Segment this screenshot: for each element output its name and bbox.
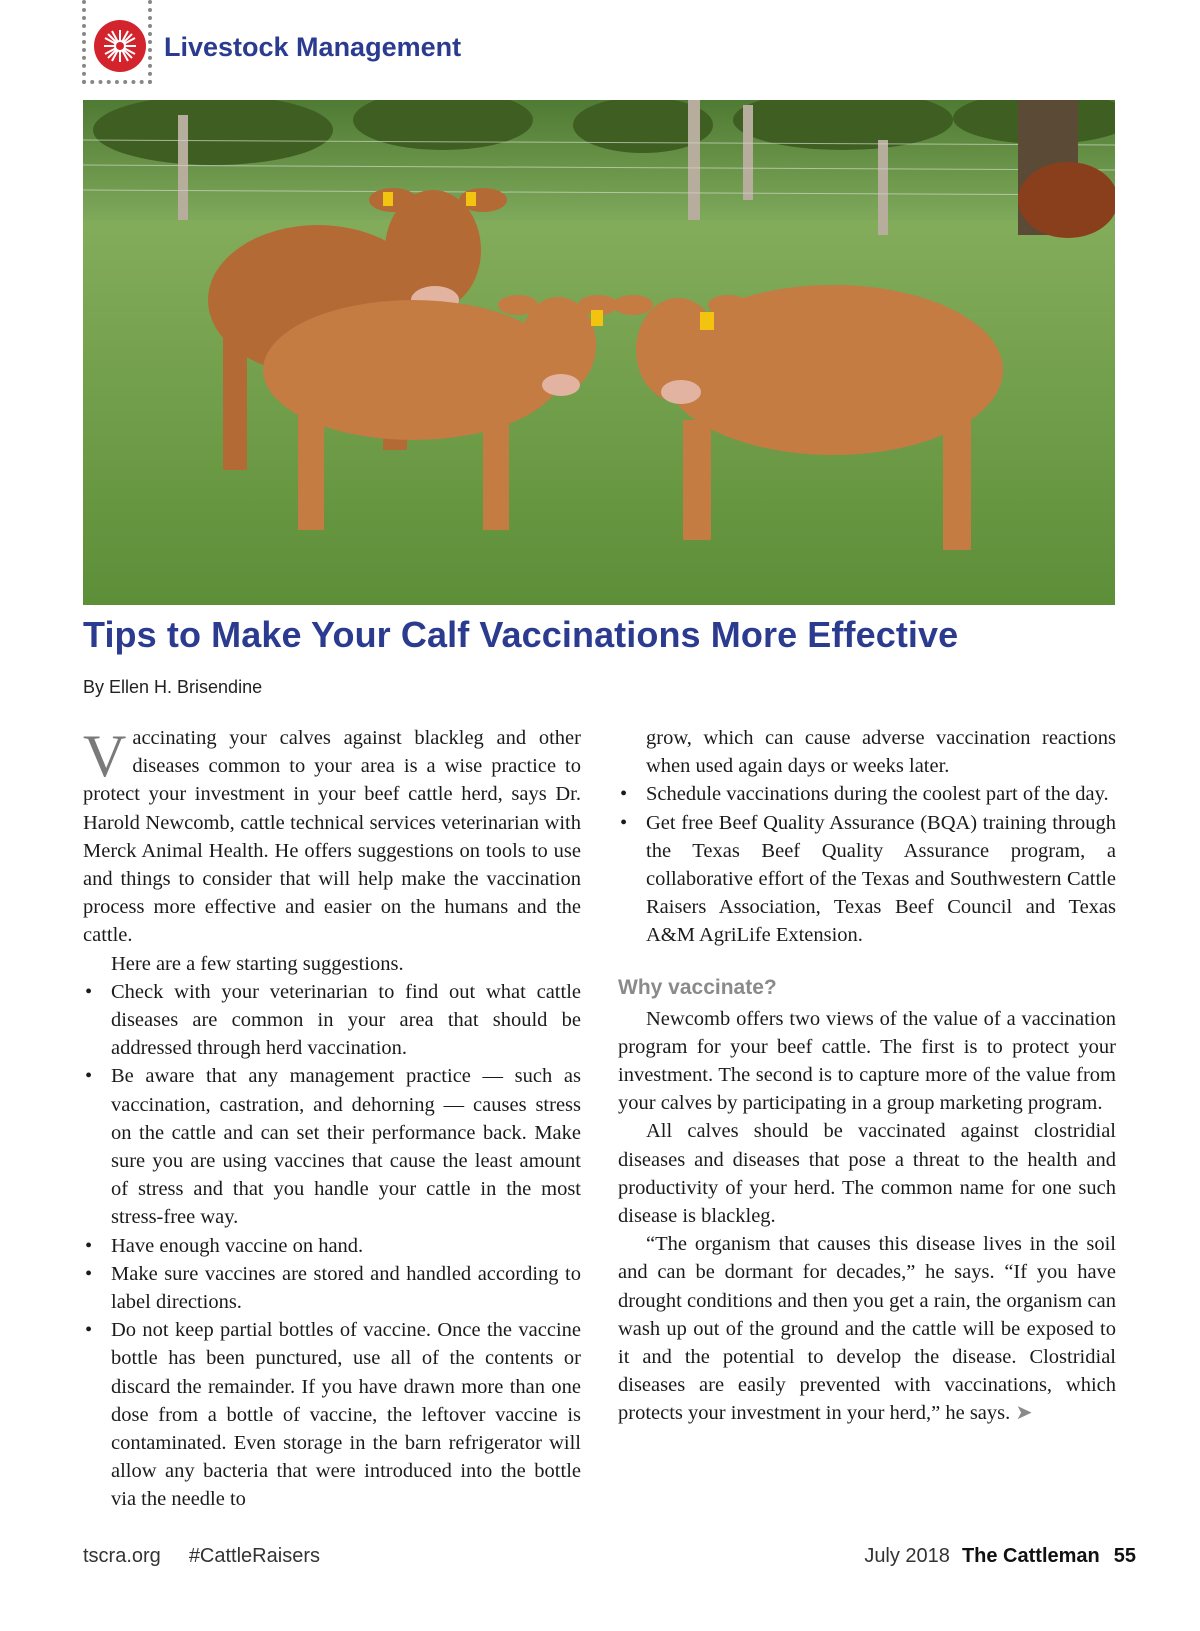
drop-cap: V xyxy=(83,723,127,789)
list-item xyxy=(83,1232,581,1260)
section-title: Livestock Management xyxy=(164,32,462,62)
section-header xyxy=(82,0,482,86)
bullet-icon: • xyxy=(85,1262,93,1285)
bullet-icon: • xyxy=(85,980,93,1003)
suggestion-list-continued xyxy=(618,780,1116,949)
bullet-continuation: grow, which can cause adverse vaccination reactions when used again days or weeks later. xyxy=(646,727,1116,778)
subheading: Why vaccinate? xyxy=(618,975,777,999)
bullet-icon: • xyxy=(85,1234,93,1257)
hashtag: #CattleRaisers xyxy=(188,1545,320,1567)
bullet-icon: • xyxy=(620,783,628,806)
intro-paragraph xyxy=(83,724,581,950)
right-column xyxy=(618,724,1116,1428)
body-paragraph: Newcomb offers two views of the value of a vaccination program for your beef cattle. The first is to protect your investment. The second is to capture more of the value from your calves by participating in a group marketing program. xyxy=(618,1007,1116,1115)
suggestion-list xyxy=(83,978,581,1514)
body-paragraph: All calves should be vaccinated against clostridial diseases and diseases that pose a threat to the health and productivity of your herd. The common name for one such disease is blackleg. xyxy=(618,1120,1116,1228)
logo-frame xyxy=(82,0,152,84)
magazine-name: The Cattleman xyxy=(961,1545,1100,1567)
byline: By Ellen H. Brisendine xyxy=(83,677,263,697)
list-item xyxy=(83,1062,581,1231)
list-item-text: Schedule vaccinations during the coolest part of the day. xyxy=(646,783,1109,806)
body-paragraph xyxy=(618,1230,1116,1427)
article-headline: Tips to Make Your Calf Vaccinations More Effective xyxy=(83,614,959,655)
issue-date: July 2018 xyxy=(864,1545,950,1567)
website-link[interactable]: tscra.org xyxy=(83,1545,161,1567)
list-item-text: Be aware that any management practice — such as vaccination, castration, and dehorning — causes stress on the cattle and can set their performance back. Make sure you are using vaccines that cause the least amount of stress and that you handle your cattle in the most stress-free way. xyxy=(111,1065,581,1229)
windmill-icon xyxy=(94,20,146,72)
bullet-icon: • xyxy=(85,1065,93,1088)
list-item xyxy=(83,1260,581,1316)
cattle-photo xyxy=(83,100,1115,605)
list-item xyxy=(83,1316,581,1513)
list-item xyxy=(618,780,1116,808)
list-item-text: Do not keep partial bottles of vaccine. Once the vaccine bottle has been punctured, use all of the contents or discard the remainder. If you have drawn more than one dose from a bottle of vaccine, the leftover vaccine is contaminated. Even storage in the barn refrigerator will allow any bacteria that were introduced into the bottle via the needle to xyxy=(111,1319,581,1511)
list-item xyxy=(618,809,1116,950)
list-item-text: Make sure vaccines are stored and handled according to label directions. xyxy=(111,1262,581,1314)
footer-left xyxy=(83,1545,320,1568)
continue-arrow-icon: ➤ xyxy=(1015,1402,1033,1425)
list-item xyxy=(83,978,581,1063)
body-paragraph-text: “The organism that causes this disease lives in the soil and can be dormant for decades,” he says. “If you have drought conditions and then you get a rain, the organism can wash up out of the ground and the cattle will be exposed to it and the potential to develop the disease. Clostridial diseases are easily prevented with vaccinations, which protects your investment in your herd,” he says. xyxy=(618,1233,1116,1425)
page-number: 55 xyxy=(1113,1545,1136,1567)
list-item-text: Have enough vaccine on hand. xyxy=(111,1234,364,1257)
left-column xyxy=(83,724,581,1514)
footer-right xyxy=(864,1545,1136,1568)
bullet-icon: • xyxy=(85,1319,93,1342)
list-item-text: Get free Beef Quality Assurance (BQA) training through the Texas Beef Quality Assurance program, a collaborative effort of the Texas and Southwestern Cattle Raisers Association, Texas Beef Council and Texas A&M AgriLife Extension. xyxy=(646,811,1116,947)
bullet-icon: • xyxy=(620,811,628,834)
intro-text: accinating your calves against blackleg and other diseases common to your area is a wise practice to protect your investment in your beef cattle herd, says Dr. Harold Newcomb, cattle technical services veterinarian with Merck Animal Health. He offers suggestions on tools to use and things to consider that will help make the vaccination process more effective and easier on the humans and the cattle. xyxy=(83,727,581,947)
list-item-text: Check with your veterinarian to find out what cattle diseases are common in your area that should be addressed through herd vaccination. xyxy=(111,980,581,1060)
page-footer xyxy=(83,1545,1136,1575)
lead-in: Here are a few starting suggestions. xyxy=(111,952,404,975)
